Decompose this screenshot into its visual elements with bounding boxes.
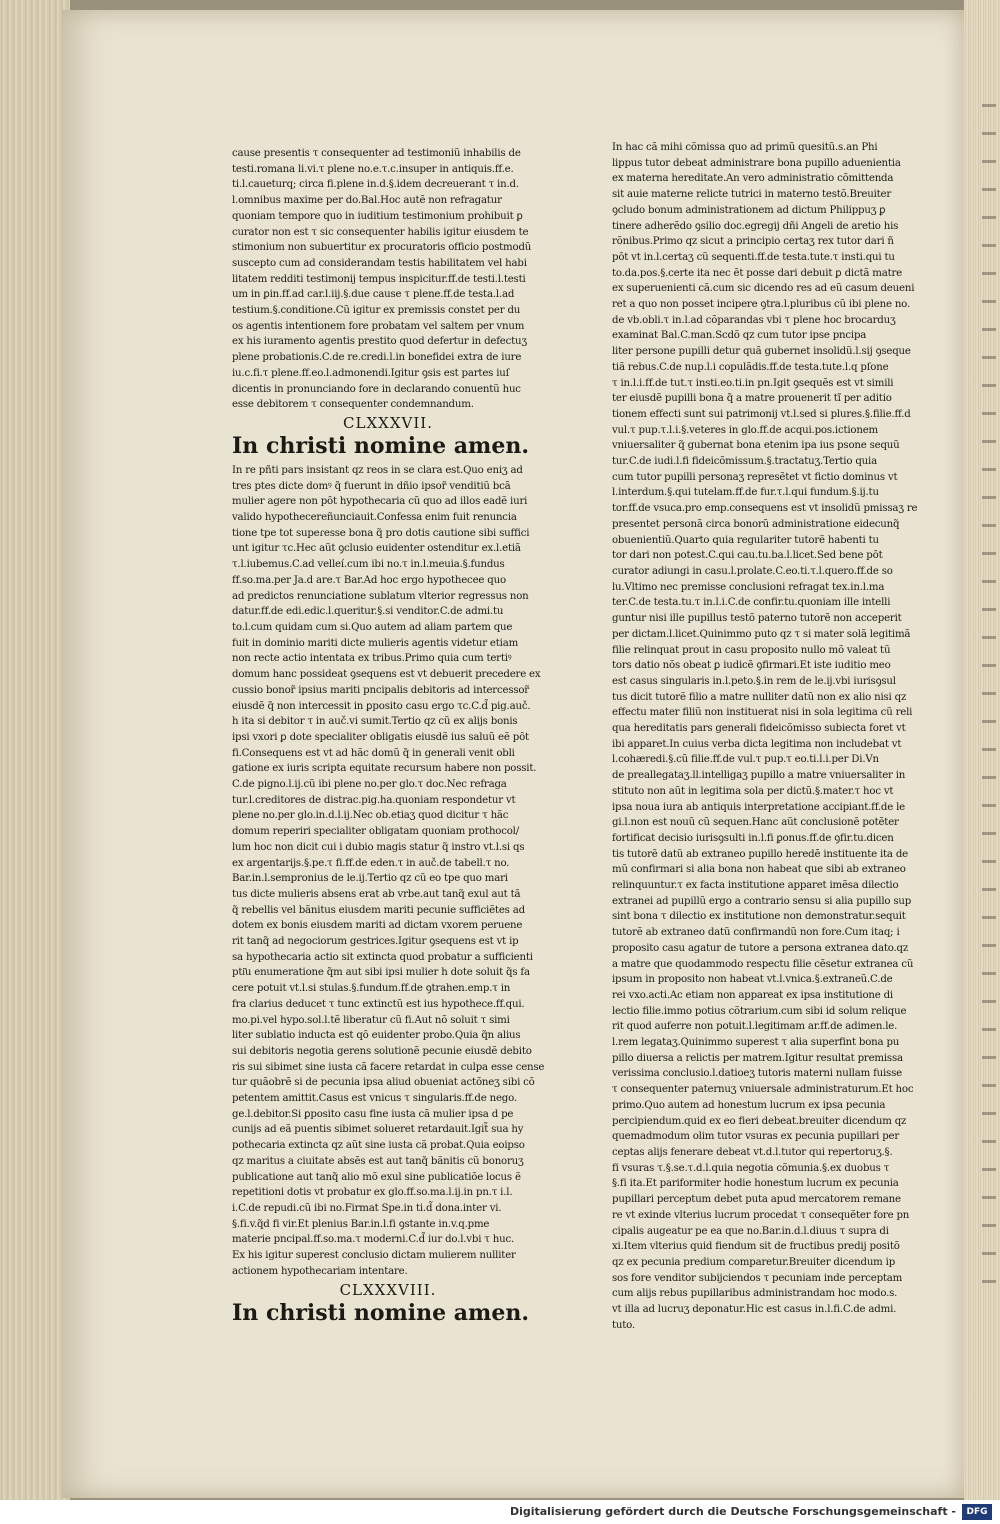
text-line: mũ confirmari si alia bona non habeat que sibi ab extraneo [612, 864, 906, 876]
text-line: tur.C.de iudi.l.fi fideicõmissum.§.tractatuʒ.Tertio quia [612, 456, 877, 468]
text-line: dotem ex bonis eiusdem mariti ad dictam vxorem peruene [232, 920, 523, 932]
text-line: ex superuenienti cã.cum sic dicendo res ad eũ casum deueni [612, 283, 915, 295]
text-line: guntur nisi ille pupillus testõ paterno tutorẽ non acceperit [612, 613, 902, 625]
text-line: Ex his igitur superest conclusio dictam mulierem nulliter [232, 1250, 516, 1262]
text-line: valido hypothecereñunciauit.Confessa enim fuit renuncia [232, 512, 517, 524]
text-line: iu.c.fi.τ plene.ff.eo.l.admonendi.Igitur ꝯsis est partes iuſ [232, 367, 510, 379]
text-line: cause presentis τ consequenter ad testimoniũ inhabilis de [232, 148, 521, 159]
text-line: cipalis augeatur pe ea que no.Bar.in.d.l.diuus τ supra di [612, 1225, 889, 1237]
text-line: pupillari perceptum debet puta apud mercatorem remane [612, 1194, 901, 1206]
text-line: Bar.in.l.sempronius de le.ij.Tertio qz cũ eo tpe quo mari [232, 873, 508, 885]
text-line: sa hypothecaria actio sit extincta quod probatur a sufficienti [232, 951, 533, 963]
text-line: qz ex pecunia predium comparetur.Breuiter dicendum ip [612, 1256, 896, 1268]
text-line: ipsa noua iura ab antiquis interpretatione accipiant.ff.de le [612, 801, 906, 813]
text-line: tione tpe tot supeɾesse bona q̃ pro dotis cautione sibi suffici [232, 527, 530, 539]
text-line: sit auie materne relicte tutrici in materno testõ.Breuiter [612, 189, 892, 201]
text-line: curator non est τ sic consequenter habilis igitur eiusdem te [232, 226, 529, 238]
text-line: tus dicit tutorẽ filio a matre nulliter datũ non ex alio nisi qz [612, 691, 907, 703]
text-line: esse debitorem τ consequenter condemnandum. [232, 399, 474, 411]
text-line: datur.ff.de edi.edic.l.queritur.§.si venditor.C.de admi.tu [232, 606, 504, 618]
text-line: petentem amittit.Casus est vnicus τ singularis.ff.de nego. [232, 1093, 517, 1105]
text-line: ipsum in proposito non habeat vt.l.vnica.§.extraneũ.C.de [612, 974, 893, 986]
text-line: eiusdẽ q̃ non intercessit in ꝑposito casu ergo τc.C.d̃ pig.auč. [232, 700, 531, 712]
text-line: fi vsuras τ.§.se.τ.d.l.quia negotia cõmunia.§.ex duobus τ [612, 1162, 890, 1174]
text-line: i.C.de repudi.cũ ibi no.Firmat Spe.in ti.d̃ dona.inter vi. [232, 1203, 502, 1214]
text-line: cunijs ad eã puentis sibimet solueret retardauit.Igit̃ sua hy [232, 1124, 524, 1136]
text-line: os agentis intentionem fore probatam vel saltem per vnum [232, 320, 525, 332]
text-line: curator adiungi in casu.l.prolate.C.eo.ti.τ.l.quero.ff.de so [612, 565, 893, 577]
text-line: per dictam.l.licet.Quinimmo puto qz τ si mater solã legitimã [612, 628, 911, 640]
text-line: fi.Consequens est vt ad hãc domũ q̃ in generali venit obli [232, 747, 515, 759]
text-line: §.fi ita.Et pariformiter hodie honestum lucrum ex pecunia [612, 1178, 899, 1190]
text-line: In re pñti pars insistant qz reos in se clara est.Quo eniʒ ad [232, 464, 523, 476]
text-line: effectu mater filiũ non instituerat nisi in sola legitima cũ reli [612, 707, 913, 719]
text-line: tor.ff.de vsuca.pro emp.consequens est vt insolidũ pmissaʒ re [612, 503, 918, 515]
text-line: stimonium non subuertitur ex procuratoris officio postmodũ [232, 242, 532, 254]
right-text-column [612, 140, 934, 1333]
text-line: domum reperiri specialiter obligatam quoniam prothocol/ [232, 826, 519, 838]
text-line: pȏt vt in.l.certaʒ cũ sequenti.ff.de testa.tute.τ insti.qui tu [612, 251, 895, 263]
text-line: tres ptes dicte domꝰ q̃ fuerunt in dñio ipsor̃ venditiũ bcã [232, 480, 511, 492]
text-line: tutorẽ ab extraneo datũ confirmandũ non fore.Cum itaq; i [612, 927, 900, 939]
text-line: repetitioni dotis vt probatur ex glo.ff.so.ma.l.ij.in pn.τ i.l. [232, 1187, 513, 1199]
footer-bar [0, 1500, 1000, 1524]
text-line: rõnibus.Primo qz sicut a principio certaʒ rex tutor dari ñ [612, 236, 894, 248]
text-line: q̃ rebellis vel bãnitus eiusdem mariti pecunie sufficiẽtes ad [232, 904, 525, 916]
right-page-edges [964, 0, 1000, 1500]
text-line: cum tutor pupilli personaʒ represẽtet vt fictio dominus vt [612, 471, 898, 483]
left-page-edges [0, 0, 70, 1500]
text-line: τ consequenter paternuʒ vniuersale administraturum.Et hoc [612, 1084, 914, 1096]
text-line: ibi apparet.In cuius verba dicta legitima non includebat vt [612, 738, 902, 750]
text-line: suscepto cum ad considerandam testis habilitatem vel habi [232, 257, 527, 269]
text-line: publicatione aut tanq̃ alio mõ exul sine publicatiõe locus ẽ [232, 1171, 521, 1183]
text-line: vt illa ad lucruʒ deponatur.Hic est casus in.l.fi.C.de admi. [612, 1304, 897, 1316]
text-line: testi.romana li.vi.τ plene no.e.τ.c.insuper in antiquis.ff.e. [232, 163, 514, 175]
text-line: sos fore venditor subijciendos τ pecuniam inde perceptam [612, 1272, 903, 1284]
text-line: liter persone pupilli detur quã gubernet insolidũ.l.sij ꝯseque [612, 346, 911, 358]
text-line: ge.l.debitor.Si ꝑposito casu fine iusta cã mulier ipsa d pe [232, 1108, 514, 1120]
text-line: de vb.obli.τ in.l.ad cõparandas vbi τ plene hoc brocarduʒ [612, 314, 896, 326]
text-line: materie pncipal.ff.so.ma.τ moderni.C.d̃ iur do.l.vbi τ huc. [232, 1234, 515, 1246]
section-number-187: CLXXXVII. [343, 413, 433, 432]
text-line: mo.pi.vel hypo.sol.l.tẽ liberatur cũ fi.Aut nõ soluit τ simi [232, 1014, 510, 1026]
text-line: mulier agere non pȏt hypothecaria cũ quo ad illos eadẽ iuri [232, 496, 528, 508]
text-line: primo.Quo autem ad honestum lucrum ex ipsa pecunia [612, 1099, 886, 1111]
dfg-logo-icon: DFG [962, 1504, 992, 1520]
text-line: rei vxo.acti.Ac etiam non appareat ex ipsa institutione di [612, 989, 893, 1001]
text-line: lippus tutor debeat administrare bona pupillo aduenientia [612, 157, 901, 169]
text-line: qua hereditatis pars generali fideicõmisso subiecta foret vt [612, 723, 906, 735]
text-line: rit quod auferre non potuit.l.legitimam ar.ff.de adimen.le. [612, 1021, 898, 1033]
text-line: qz maritus a ciuitate absẽs est aut tanq̃ bãnitis cũ bonoruʒ [232, 1155, 524, 1167]
text-line: liter sublatio inducta est qȏ euidenter probo.Quia q̃n alius [232, 1030, 521, 1042]
text-line: ceptas alijs fenerare debeat vt.d.l.tutor qui repertoruʒ.§. [612, 1147, 893, 1158]
text-line: testium.§.conditione.Cũ igitur ex premissis constet per du [232, 305, 521, 317]
text-line: fuit in dominio mariti dicte mulieris agentis videtur etiam [232, 637, 519, 649]
text-line: pothecaria extincta qz aũt sine iusta cã probat.Quia eoipso [232, 1140, 525, 1152]
text-line: ipsi vxori ꝑ dote specialiter obligatis eiusdẽ ius saluũ eẽ pȏt [232, 731, 529, 743]
text-line: domum hanc possideat ꝯsequens est vt debuerit precedere ex [232, 669, 541, 681]
text-line: unt igitur τc.Hec aũt ꝯclusio euidenter ostenditur ex.l.etiã [232, 543, 521, 555]
text-line: plene no.per glo.in.d.l.ij.Nec ob.etiaʒ quod dicitur τ hãc [232, 810, 509, 822]
text-line: de preallegataʒ.ll.intelligaʒ pupillo a matre vniuersaliter in [612, 770, 906, 782]
text-line: dicentis in pronunciando fore in declarando conuentũ huc [232, 383, 521, 395]
funding-notice: Digitalisierung gefördert durch die Deutsche Forschungsgemeinschaft - [509, 1505, 956, 1518]
text-line: tinere adherẽdo ꝯsilio doc.egregij dñi Angeli de aretio his [612, 220, 899, 232]
text-line: extranei ad pupillũ ergo a contrario sensu si alia pupillo sup [612, 895, 912, 907]
text-line: cere potuit vt.l.si stulas.§.fundum.ff.de ꝯtrahen.emp.τ in [232, 983, 511, 995]
text-line: lectio filie.immo potius cõtrarium.cum sibi id solum relique [612, 1005, 907, 1017]
text-line: quemadmodum olim tutor vsuras ex pecunia pupillari per [612, 1131, 900, 1143]
text-line: quoniam tempore quo in iuditium testimonium prohibuit ꝑ [232, 210, 523, 222]
left-text-block-1 [232, 146, 544, 413]
text-line: ex his iuramento agentis prestito quod defertur in defectuʒ [232, 336, 527, 348]
text-line: actionem hypothecariam intentare. [232, 1265, 408, 1277]
text-line: pti͂u enumeratione q̃m aut sibi ipsi mulier h dote soluit q̃s fa [232, 967, 530, 979]
text-line: litatem redditi testimonij tempus inspicitur.ff.de testi.l.testi [232, 273, 526, 285]
text-line: l.omnibus maxime per do.Bal.Hoc autẽ non refragatur [232, 195, 502, 207]
text-line: ex argentarijs.§.pe.τ fi.ff.de eden.τ in auč.de tabell.τ no. [232, 857, 510, 869]
text-line: rit tanq̃ ad negociorum gestrices.Igitur ꝯsequens est vt ip [232, 936, 519, 948]
text-line: sint bona τ dilectio ex institutione non demonstratur.sequit [612, 911, 906, 923]
text-line: ad predictos renunciatione sublatum vlterior regressus non [232, 590, 529, 602]
text-line: ret a quo non posset incipere ꝯtra.l.pluribus cũ ibi plene no. [612, 299, 910, 311]
section-number-188: CLXXXVIII. [339, 1280, 437, 1299]
text-line: τ in.l.i.ff.de tut.τ insti.eo.ti.in pn.Igit ꝯsequẽs est vt simili [612, 377, 894, 389]
text-line: tur quãobrẽ si de pecunia ipsa aliud obueniat actõneʒ sibi cõ [232, 1077, 535, 1089]
text-line: um in ꝑin.ff.ad car.l.iij.§.due cause τ plene.ff.de testa.l.ad [232, 289, 515, 301]
right-text-block [612, 140, 934, 1333]
edge-text-marks [982, 90, 996, 1290]
text-line: ter eiusdẽ pupilli bona q̃ a matre prouenerit tĩ per aditio [612, 393, 892, 405]
text-line: obuenientiũ.Quarto quia regulariter tutorẽ habenti tu [612, 534, 879, 546]
text-line: tors datio nõs obeat ꝑ iudicẽ ꝯfirmari.Et iste iuditio meo [612, 660, 891, 672]
text-line: re vt exinde vlterius lucrum procedat τ consequẽter fore pn [612, 1209, 910, 1221]
text-line: ꝯcludo bonum administrationem ad dictum Philippuʒ ꝑ [612, 204, 886, 216]
text-line: cussio bonor̃ ipsius mariti pncipalis debitoris ad intercessor̃ [232, 684, 529, 696]
text-line: fortificat decisio iurisꝯsulti in.l.fi ꝑonus.ff.de ꝯfir.tu.dicen [612, 832, 894, 844]
text-line: relinquuntur.τ ex facta institutione apparet imẽsa dilectio [612, 880, 899, 892]
text-line: stituto non aũt in legitima sola per dictũ.§.mater.τ hoc vt [612, 785, 894, 797]
text-line: tis tutorẽ datũ ab extraneo pupillo heredẽ instituente ita de [612, 848, 908, 860]
text-line: examinat Bal.C.man.Scdõ qz cum tutor ipse pncipa [612, 330, 867, 342]
text-line: cum alijs rebus pupillaribus administrandam hoc modo.s. [612, 1288, 898, 1300]
text-line: h ita si debitor τ in auč.vi sumit.Tertio qz cũ ex alijs bonis [232, 716, 518, 728]
text-line: filie relinquat prout in casu proposito nullo mõ valeat tũ [612, 644, 891, 656]
text-line: to.l.cum quidam cum si.Quo autem ad aliam partem que [232, 621, 513, 633]
text-line: to.da.pos.§.certe ita nec ẽt posse dari debuit ꝑ dictã matre [612, 267, 902, 279]
text-line: ti.l.caueturq; circa fi.plene in.d.§.idem decreuerant τ in.d. [232, 179, 519, 191]
text-line: tus dicte mulieris absens erat ab vrbe.aut tanq̃ exul aut tã [232, 888, 521, 900]
text-line: ex materna hereditate.An vero administratio cõmittenda [612, 173, 894, 185]
text-line: fra clarius deducet τ tunc extinctũ est ius hypothece.ff.qui. [232, 998, 525, 1010]
text-line: lu.Vltimo nec premisse conclusioni refragat tex.in.l.ma [612, 581, 885, 593]
text-line: l.rem legataʒ.Quinimmo superest τ alia superfint bona pu [612, 1037, 900, 1049]
text-line: a matre que quodammodo respectu filie cẽsetur extranea cũ [612, 958, 914, 970]
section-heading-187: In christi nomine amen. [232, 432, 529, 459]
text-line: ff.so.ma.per Ja.d are.τ Bar.Ad hoc ergo hypothecee quo [232, 574, 506, 586]
text-line: ter.C.de testa.tu.τ in.l.i.C.de confir.tu.quoniam ille intelli [612, 597, 891, 609]
text-line: tuto. [612, 1319, 635, 1331]
section-heading-188: In christi nomine amen. [232, 1299, 529, 1326]
text-line: non recte actio intentata ex tribus.Primo quia cum tertiꝰ [232, 653, 512, 665]
text-line: plene probationis.C.de re.credi.l.in bonefidei extra de iure [232, 352, 522, 364]
text-line: vniuersaliter q̃ gubernat bona etenim ipa ius psone sequũ [612, 440, 900, 452]
left-text-block-2 [232, 463, 544, 1280]
text-line: l.interdum.§.qui tutelam.ff.de fur.τ.l.qui fundum.§.ij.tu [612, 487, 879, 499]
text-line: §.fi.v.q̃d fi vir.Et plenius Bar.in.l.fi ꝯstante in.v.q.pme [232, 1218, 490, 1230]
text-line: proposito casu agatur de tutore a persona extranea dato.qz [612, 942, 909, 954]
text-line: sui debitoris negotia gerens solutionẽ pecunie eiusdẽ debito [232, 1045, 532, 1057]
text-line: gatione ex iuris scripta equitate recursum habere non possit. [232, 763, 537, 775]
text-line: gi.l.non est nouũ cũ sequen.Hanc aũt conclusionẽ potẽter [612, 817, 899, 829]
text-line: tiã rebus.C.de nup.l.i copulãdis.ff.de testa.tute.l.q pſone [612, 361, 889, 373]
text-line: verissima conclusio.l.datioeʒ tutoris materni nullam fuisse [612, 1068, 902, 1080]
text-line: ris sui sibimet sine iusta cã facere retardat in culpa esse cense [232, 1061, 544, 1073]
text-line: τ.l.iubemus.C.ad velleí.cum ibi no.τ in.l.meuia.§.fundus [232, 559, 505, 571]
left-text-column [232, 146, 544, 1330]
text-line: tur.l.creditores de distrac.pig.ha.quoniam respondetur vt [232, 794, 516, 806]
text-line: In hac cã mihi cõmissa quo ad primũ quesitũ.s.an Phi [612, 142, 878, 153]
text-line: lum hoc non dicit cui i dubio magis statur q̃ instro vt.l.si qs [232, 841, 525, 853]
text-line: xi.Item vlterius quid fiendum sit de fructibus predij positõ [612, 1241, 900, 1253]
text-line: pillo diuersa a relictis per matrem.Igitur resultat premissa [612, 1052, 903, 1064]
text-line: percipiendum.quid ex eo fieri debeat.breuiter dicendum qz [612, 1115, 907, 1127]
text-line: C.de pigno.l.ij.cũ ibi plene no.per glo.τ doc.Nec refraga [232, 779, 507, 791]
text-line: presentet personã circa bonorũ administratione eidecunq̃ [612, 518, 900, 530]
text-line: est casus singularis in.l.peto.§.in rem de le.ij.vbi iurisꝯsul [612, 675, 896, 687]
text-line: tionem effecti sunt sui patrimonij vt.l.sed si plures.§.filie.ff.d [612, 408, 911, 420]
text-line: tor dari non potest.C.qui cau.tu.ba.l.licet.Sed bene pȏt [612, 550, 883, 562]
text-line: vul.τ pup.τ.l.i.§.veteres in glo.ff.de acqui.pos.ictionem [612, 424, 879, 436]
text-line: l.cohæredi.§.cũ filie.ff.de vul.τ pup.τ eo.ti.l.i.per Di.Vn [612, 754, 879, 766]
